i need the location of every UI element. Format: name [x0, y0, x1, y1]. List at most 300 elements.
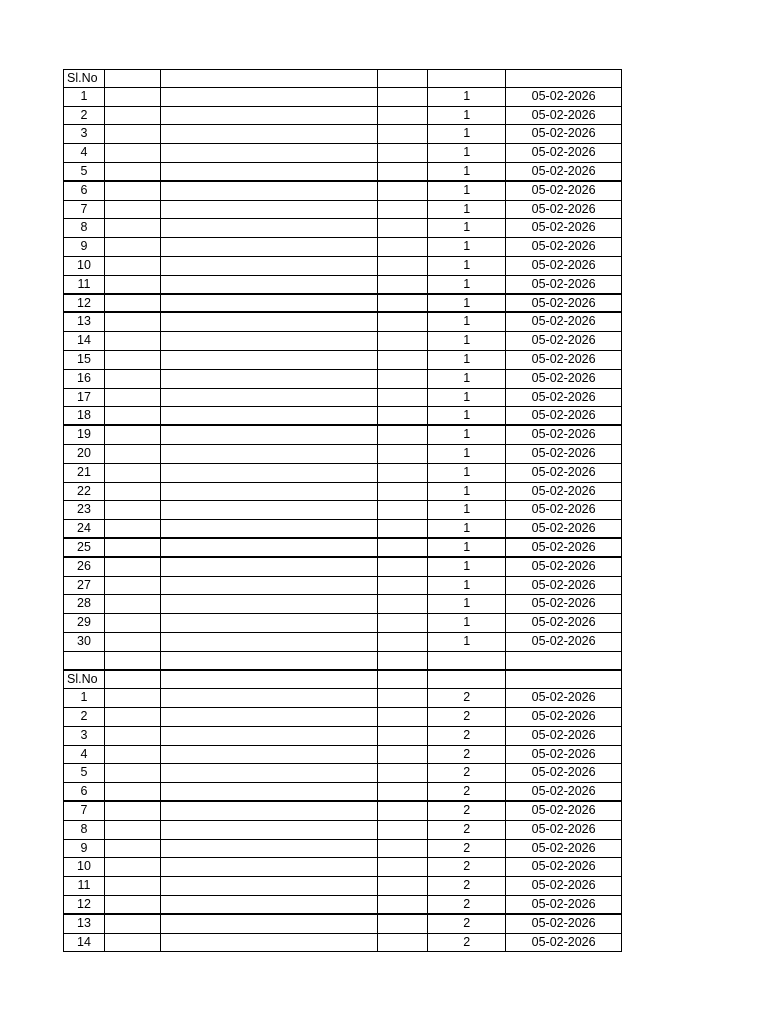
empty-cell[interactable]	[105, 896, 161, 913]
quantity-cell[interactable]: 1	[428, 276, 506, 293]
empty-cell[interactable]	[105, 633, 161, 651]
empty-cell[interactable]	[378, 483, 428, 501]
empty-cell[interactable]	[105, 426, 161, 444]
empty-cell[interactable]	[161, 858, 379, 876]
header-cell-empty[interactable]	[161, 70, 379, 87]
empty-cell[interactable]	[378, 257, 428, 275]
empty-cell[interactable]	[161, 614, 379, 632]
empty-cell[interactable]	[161, 426, 379, 444]
empty-cell[interactable]	[378, 539, 428, 556]
empty-cell[interactable]	[105, 144, 161, 162]
date-cell[interactable]: 05-02-2026	[506, 182, 622, 200]
quantity-cell[interactable]: 1	[428, 144, 506, 162]
date-cell[interactable]: 05-02-2026	[506, 689, 622, 707]
empty-cell[interactable]	[161, 144, 379, 162]
table-row	[63, 915, 622, 934]
date-cell[interactable]: 05-02-2026	[506, 163, 622, 180]
sl-no-cell[interactable]: 13	[64, 915, 105, 933]
empty-cell[interactable]	[378, 746, 428, 764]
table-row	[63, 88, 622, 107]
sl-no-cell[interactable]: 3	[64, 727, 105, 745]
empty-cell[interactable]	[378, 558, 428, 576]
quantity-cell[interactable]: 2	[428, 727, 506, 745]
date-cell[interactable]: 05-02-2026	[506, 370, 622, 388]
quantity-cell[interactable]: 1	[428, 219, 506, 237]
date-cell[interactable]: 05-02-2026	[506, 464, 622, 482]
table-row	[63, 858, 622, 877]
header-cell-sl-no[interactable]: Sl.No	[64, 671, 105, 689]
empty-cell[interactable]	[161, 257, 379, 275]
empty-cell[interactable]	[378, 332, 428, 350]
empty-cell[interactable]	[105, 915, 161, 933]
sl-no-cell[interactable]: 20	[64, 445, 105, 463]
empty-cell[interactable]	[161, 483, 379, 501]
empty-cell[interactable]	[161, 708, 379, 726]
empty-cell[interactable]	[105, 257, 161, 275]
empty-cell[interactable]	[105, 802, 161, 820]
empty-cell[interactable]	[105, 501, 161, 519]
table-row	[63, 144, 622, 163]
quantity-cell[interactable]: 2	[428, 934, 506, 952]
sl-no-cell[interactable]: 10	[64, 858, 105, 876]
quantity-cell[interactable]: 2	[428, 877, 506, 895]
date-cell[interactable]: 05-02-2026	[506, 783, 622, 800]
empty-cell[interactable]	[161, 539, 379, 556]
empty-cell[interactable]	[378, 520, 428, 537]
date-cell[interactable]: 05-02-2026	[506, 219, 622, 237]
empty-cell[interactable]	[161, 238, 379, 256]
empty-cell[interactable]	[105, 934, 161, 952]
table-row	[63, 163, 622, 182]
table-row	[63, 558, 622, 577]
empty-cell[interactable]	[378, 370, 428, 388]
sl-no-cell[interactable]: 27	[64, 577, 105, 595]
empty-cell[interactable]	[161, 464, 379, 482]
empty-cell[interactable]	[161, 201, 379, 219]
empty-cell[interactable]	[105, 520, 161, 537]
sl-no-cell[interactable]: 17	[64, 389, 105, 407]
quantity-cell[interactable]: 1	[428, 426, 506, 444]
empty-cell[interactable]	[161, 295, 379, 312]
empty-cell[interactable]	[378, 219, 428, 237]
quantity-cell[interactable]: 1	[428, 520, 506, 537]
empty-cell[interactable]	[161, 182, 379, 200]
empty-cell[interactable]	[378, 577, 428, 595]
quantity-cell[interactable]: 1	[428, 88, 506, 106]
quantity-cell[interactable]: 1	[428, 238, 506, 256]
quantity-cell[interactable]: 2	[428, 858, 506, 876]
empty-cell[interactable]	[161, 595, 379, 613]
table-row	[63, 877, 622, 896]
empty-cell[interactable]	[378, 163, 428, 180]
header-cell-empty[interactable]	[378, 671, 428, 689]
empty-cell[interactable]	[378, 595, 428, 613]
quantity-cell[interactable]: 2	[428, 783, 506, 800]
sl-no-cell[interactable]: 14	[64, 332, 105, 350]
empty-cell[interactable]	[105, 125, 161, 143]
date-cell[interactable]: 05-02-2026	[506, 558, 622, 576]
sl-no-cell[interactable]: 6	[64, 783, 105, 800]
quantity-cell[interactable]: 1	[428, 201, 506, 219]
empty-cell[interactable]	[378, 896, 428, 913]
empty-cell[interactable]	[378, 821, 428, 839]
empty-cell[interactable]	[105, 764, 161, 782]
empty-cell[interactable]	[428, 652, 506, 669]
table-row	[63, 577, 622, 596]
empty-cell[interactable]	[378, 877, 428, 895]
empty-cell[interactable]	[161, 577, 379, 595]
date-cell[interactable]: 05-02-2026	[506, 896, 622, 913]
sl-no-cell[interactable]: 30	[64, 633, 105, 651]
empty-cell[interactable]	[161, 727, 379, 745]
sl-no-cell[interactable]: 7	[64, 201, 105, 219]
sl-no-cell[interactable]: 1	[64, 88, 105, 106]
sl-no-cell[interactable]: 25	[64, 539, 105, 556]
empty-cell[interactable]	[161, 558, 379, 576]
empty-cell[interactable]	[161, 802, 379, 820]
date-cell[interactable]: 05-02-2026	[506, 332, 622, 350]
quantity-cell[interactable]: 1	[428, 163, 506, 180]
empty-cell[interactable]	[105, 858, 161, 876]
date-cell[interactable]: 05-02-2026	[506, 426, 622, 444]
date-cell[interactable]: 05-02-2026	[506, 483, 622, 501]
sl-no-cell[interactable]: 2	[64, 107, 105, 125]
empty-cell[interactable]	[161, 783, 379, 800]
table-row	[63, 332, 622, 351]
sl-no-cell[interactable]: 7	[64, 802, 105, 820]
quantity-cell[interactable]: 1	[428, 407, 506, 424]
empty-cell[interactable]	[378, 295, 428, 312]
empty-cell[interactable]	[105, 351, 161, 369]
quantity-cell[interactable]: 2	[428, 821, 506, 839]
date-cell[interactable]: 05-02-2026	[506, 125, 622, 143]
empty-cell[interactable]	[105, 727, 161, 745]
empty-cell[interactable]	[64, 652, 105, 669]
header-cell-empty[interactable]	[506, 70, 622, 87]
quantity-cell[interactable]: 1	[428, 614, 506, 632]
date-cell[interactable]: 05-02-2026	[506, 633, 622, 651]
sl-no-cell[interactable]: 8	[64, 219, 105, 237]
sl-no-cell[interactable]: 22	[64, 483, 105, 501]
date-cell[interactable]: 05-02-2026	[506, 915, 622, 933]
empty-cell[interactable]	[161, 896, 379, 913]
header-row	[63, 69, 622, 88]
sl-no-cell[interactable]: 13	[64, 313, 105, 331]
sl-no-cell[interactable]: 11	[64, 877, 105, 895]
quantity-cell[interactable]: 1	[428, 558, 506, 576]
sl-no-cell[interactable]: 21	[64, 464, 105, 482]
quantity-cell[interactable]: 1	[428, 501, 506, 519]
quantity-cell[interactable]: 1	[428, 107, 506, 125]
date-cell[interactable]: 05-02-2026	[506, 144, 622, 162]
empty-cell[interactable]	[105, 558, 161, 576]
empty-cell[interactable]	[105, 445, 161, 463]
empty-cell[interactable]	[161, 821, 379, 839]
empty-cell[interactable]	[105, 389, 161, 407]
quantity-cell[interactable]: 1	[428, 351, 506, 369]
empty-cell[interactable]	[161, 332, 379, 350]
empty-cell[interactable]	[378, 389, 428, 407]
empty-cell[interactable]	[378, 88, 428, 106]
sl-no-cell[interactable]: 1	[64, 689, 105, 707]
date-cell[interactable]: 05-02-2026	[506, 858, 622, 876]
quantity-cell[interactable]: 1	[428, 464, 506, 482]
empty-cell[interactable]	[161, 163, 379, 180]
sl-no-cell[interactable]: 23	[64, 501, 105, 519]
empty-cell[interactable]	[161, 915, 379, 933]
header-row	[63, 671, 622, 690]
date-cell[interactable]: 05-02-2026	[506, 520, 622, 537]
sl-no-cell[interactable]: 8	[64, 821, 105, 839]
empty-cell[interactable]	[378, 614, 428, 632]
empty-cell[interactable]	[105, 88, 161, 106]
sl-no-cell[interactable]: 10	[64, 257, 105, 275]
sl-no-cell[interactable]: 5	[64, 764, 105, 782]
date-cell[interactable]: 05-02-2026	[506, 351, 622, 369]
empty-cell[interactable]	[378, 764, 428, 782]
quantity-cell[interactable]: 1	[428, 295, 506, 312]
spacer-row	[63, 652, 622, 671]
empty-cell[interactable]	[105, 539, 161, 556]
empty-cell[interactable]	[378, 708, 428, 726]
date-cell[interactable]: 05-02-2026	[506, 539, 622, 556]
sl-no-cell[interactable]: 19	[64, 426, 105, 444]
empty-cell[interactable]	[161, 389, 379, 407]
empty-cell[interactable]	[161, 652, 379, 669]
empty-cell[interactable]	[105, 238, 161, 256]
empty-cell[interactable]	[378, 689, 428, 707]
date-cell[interactable]: 05-02-2026	[506, 708, 622, 726]
header-cell-empty[interactable]	[428, 671, 506, 689]
empty-cell[interactable]	[378, 107, 428, 125]
empty-cell[interactable]	[378, 445, 428, 463]
empty-cell[interactable]	[378, 858, 428, 876]
empty-cell[interactable]	[105, 652, 161, 669]
table-row	[63, 520, 622, 539]
empty-cell[interactable]	[378, 840, 428, 858]
empty-cell[interactable]	[378, 313, 428, 331]
date-cell[interactable]: 05-02-2026	[506, 746, 622, 764]
header-cell-empty[interactable]	[105, 671, 161, 689]
empty-cell[interactable]	[105, 163, 161, 180]
date-cell[interactable]: 05-02-2026	[506, 840, 622, 858]
quantity-cell[interactable]: 1	[428, 633, 506, 651]
empty-cell[interactable]	[161, 840, 379, 858]
empty-cell[interactable]	[105, 370, 161, 388]
date-cell[interactable]: 05-02-2026	[506, 313, 622, 331]
empty-cell[interactable]	[378, 802, 428, 820]
quantity-cell[interactable]: 1	[428, 389, 506, 407]
empty-cell[interactable]	[378, 934, 428, 952]
quantity-cell[interactable]: 1	[428, 182, 506, 200]
sl-no-cell[interactable]: 6	[64, 182, 105, 200]
empty-cell[interactable]	[378, 633, 428, 651]
quantity-cell[interactable]: 2	[428, 764, 506, 782]
empty-cell[interactable]	[161, 877, 379, 895]
date-cell[interactable]: 05-02-2026	[506, 577, 622, 595]
quantity-cell[interactable]: 2	[428, 915, 506, 933]
empty-cell[interactable]	[105, 577, 161, 595]
header-cell-empty[interactable]	[161, 671, 379, 689]
sl-no-cell[interactable]: 12	[64, 896, 105, 913]
empty-cell[interactable]	[161, 520, 379, 537]
header-cell-empty[interactable]	[506, 671, 622, 689]
empty-cell[interactable]	[105, 821, 161, 839]
empty-cell[interactable]	[105, 182, 161, 200]
empty-cell[interactable]	[105, 464, 161, 482]
empty-cell[interactable]	[105, 295, 161, 312]
empty-cell[interactable]	[105, 407, 161, 424]
empty-cell[interactable]	[378, 426, 428, 444]
empty-cell[interactable]	[161, 746, 379, 764]
empty-cell[interactable]	[378, 652, 428, 669]
quantity-cell[interactable]: 2	[428, 802, 506, 820]
sl-no-cell[interactable]: 29	[64, 614, 105, 632]
empty-cell[interactable]	[105, 595, 161, 613]
quantity-cell[interactable]: 1	[428, 577, 506, 595]
table-row	[63, 445, 622, 464]
date-cell[interactable]: 05-02-2026	[506, 764, 622, 782]
empty-cell[interactable]	[105, 332, 161, 350]
empty-cell[interactable]	[506, 652, 622, 669]
date-cell[interactable]: 05-02-2026	[506, 107, 622, 125]
quantity-cell[interactable]: 1	[428, 332, 506, 350]
date-cell[interactable]: 05-02-2026	[506, 595, 622, 613]
sl-no-cell[interactable]: 4	[64, 746, 105, 764]
date-cell[interactable]: 05-02-2026	[506, 727, 622, 745]
date-cell[interactable]: 05-02-2026	[506, 614, 622, 632]
quantity-cell[interactable]: 1	[428, 125, 506, 143]
empty-cell[interactable]	[161, 351, 379, 369]
empty-cell[interactable]	[105, 783, 161, 800]
empty-cell[interactable]	[105, 708, 161, 726]
sl-no-cell[interactable]: 2	[64, 708, 105, 726]
sl-no-cell[interactable]: 9	[64, 238, 105, 256]
empty-cell[interactable]	[161, 764, 379, 782]
empty-cell[interactable]	[105, 107, 161, 125]
empty-cell[interactable]	[105, 219, 161, 237]
quantity-cell[interactable]: 1	[428, 595, 506, 613]
sl-no-cell[interactable]: 3	[64, 125, 105, 143]
sl-no-cell[interactable]: 5	[64, 163, 105, 180]
date-cell[interactable]: 05-02-2026	[506, 238, 622, 256]
empty-cell[interactable]	[161, 934, 379, 952]
quantity-cell[interactable]: 2	[428, 746, 506, 764]
date-cell[interactable]: 05-02-2026	[506, 295, 622, 312]
table-row	[63, 389, 622, 408]
empty-cell[interactable]	[105, 614, 161, 632]
empty-cell[interactable]	[378, 464, 428, 482]
quantity-cell[interactable]: 1	[428, 445, 506, 463]
date-cell[interactable]: 05-02-2026	[506, 389, 622, 407]
sl-no-cell[interactable]: 9	[64, 840, 105, 858]
sl-no-cell[interactable]: 11	[64, 276, 105, 293]
table-row	[63, 483, 622, 502]
quantity-cell[interactable]: 2	[428, 896, 506, 913]
quantity-cell[interactable]: 1	[428, 483, 506, 501]
empty-cell[interactable]	[105, 483, 161, 501]
date-cell[interactable]: 05-02-2026	[506, 501, 622, 519]
quantity-cell[interactable]: 1	[428, 257, 506, 275]
empty-cell[interactable]	[105, 840, 161, 858]
empty-cell[interactable]	[161, 407, 379, 424]
empty-cell[interactable]	[161, 107, 379, 125]
empty-cell[interactable]	[161, 88, 379, 106]
sl-no-cell[interactable]: 26	[64, 558, 105, 576]
quantity-cell[interactable]: 2	[428, 840, 506, 858]
quantity-cell[interactable]: 1	[428, 313, 506, 331]
empty-cell[interactable]	[105, 313, 161, 331]
date-cell[interactable]: 05-02-2026	[506, 445, 622, 463]
empty-cell[interactable]	[161, 219, 379, 237]
empty-cell[interactable]	[105, 689, 161, 707]
date-cell[interactable]: 05-02-2026	[506, 257, 622, 275]
empty-cell[interactable]	[161, 125, 379, 143]
header-cell-sl-no[interactable]: Sl.No	[64, 70, 105, 87]
table-row	[63, 351, 622, 370]
empty-cell[interactable]	[378, 727, 428, 745]
header-cell-empty[interactable]	[428, 70, 506, 87]
sl-no-cell[interactable]: 4	[64, 144, 105, 162]
empty-cell[interactable]	[378, 238, 428, 256]
empty-cell[interactable]	[378, 144, 428, 162]
empty-cell[interactable]	[378, 915, 428, 933]
empty-cell[interactable]	[161, 276, 379, 293]
empty-cell[interactable]	[105, 877, 161, 895]
quantity-cell[interactable]: 1	[428, 370, 506, 388]
empty-cell[interactable]	[105, 276, 161, 293]
empty-cell[interactable]	[378, 501, 428, 519]
date-cell[interactable]: 05-02-2026	[506, 201, 622, 219]
quantity-cell[interactable]: 2	[428, 708, 506, 726]
empty-cell[interactable]	[105, 201, 161, 219]
sl-no-cell[interactable]: 28	[64, 595, 105, 613]
empty-cell[interactable]	[161, 633, 379, 651]
empty-cell[interactable]	[378, 182, 428, 200]
empty-cell[interactable]	[161, 313, 379, 331]
empty-cell[interactable]	[161, 370, 379, 388]
empty-cell[interactable]	[105, 746, 161, 764]
date-cell[interactable]: 05-02-2026	[506, 276, 622, 293]
date-cell[interactable]: 05-02-2026	[506, 934, 622, 952]
quantity-cell[interactable]: 2	[428, 689, 506, 707]
header-cell-empty[interactable]	[105, 70, 161, 87]
sl-no-cell[interactable]: 18	[64, 407, 105, 424]
sl-no-cell[interactable]: 16	[64, 370, 105, 388]
date-cell[interactable]: 05-02-2026	[506, 407, 622, 424]
empty-cell[interactable]	[161, 501, 379, 519]
empty-cell[interactable]	[161, 689, 379, 707]
empty-cell[interactable]	[378, 783, 428, 800]
table-row	[63, 313, 622, 332]
empty-cell[interactable]	[161, 445, 379, 463]
date-cell[interactable]: 05-02-2026	[506, 877, 622, 895]
empty-cell[interactable]	[378, 351, 428, 369]
quantity-cell[interactable]: 1	[428, 539, 506, 556]
sl-no-cell[interactable]: 12	[64, 295, 105, 312]
empty-cell[interactable]	[378, 276, 428, 293]
empty-cell[interactable]	[378, 407, 428, 424]
empty-cell[interactable]	[378, 125, 428, 143]
sl-no-cell[interactable]: 14	[64, 934, 105, 952]
date-cell[interactable]: 05-02-2026	[506, 802, 622, 820]
date-cell[interactable]: 05-02-2026	[506, 88, 622, 106]
sl-no-cell[interactable]: 15	[64, 351, 105, 369]
date-cell[interactable]: 05-02-2026	[506, 821, 622, 839]
header-cell-empty[interactable]	[378, 70, 428, 87]
empty-cell[interactable]	[378, 201, 428, 219]
sl-no-cell[interactable]: 24	[64, 520, 105, 537]
